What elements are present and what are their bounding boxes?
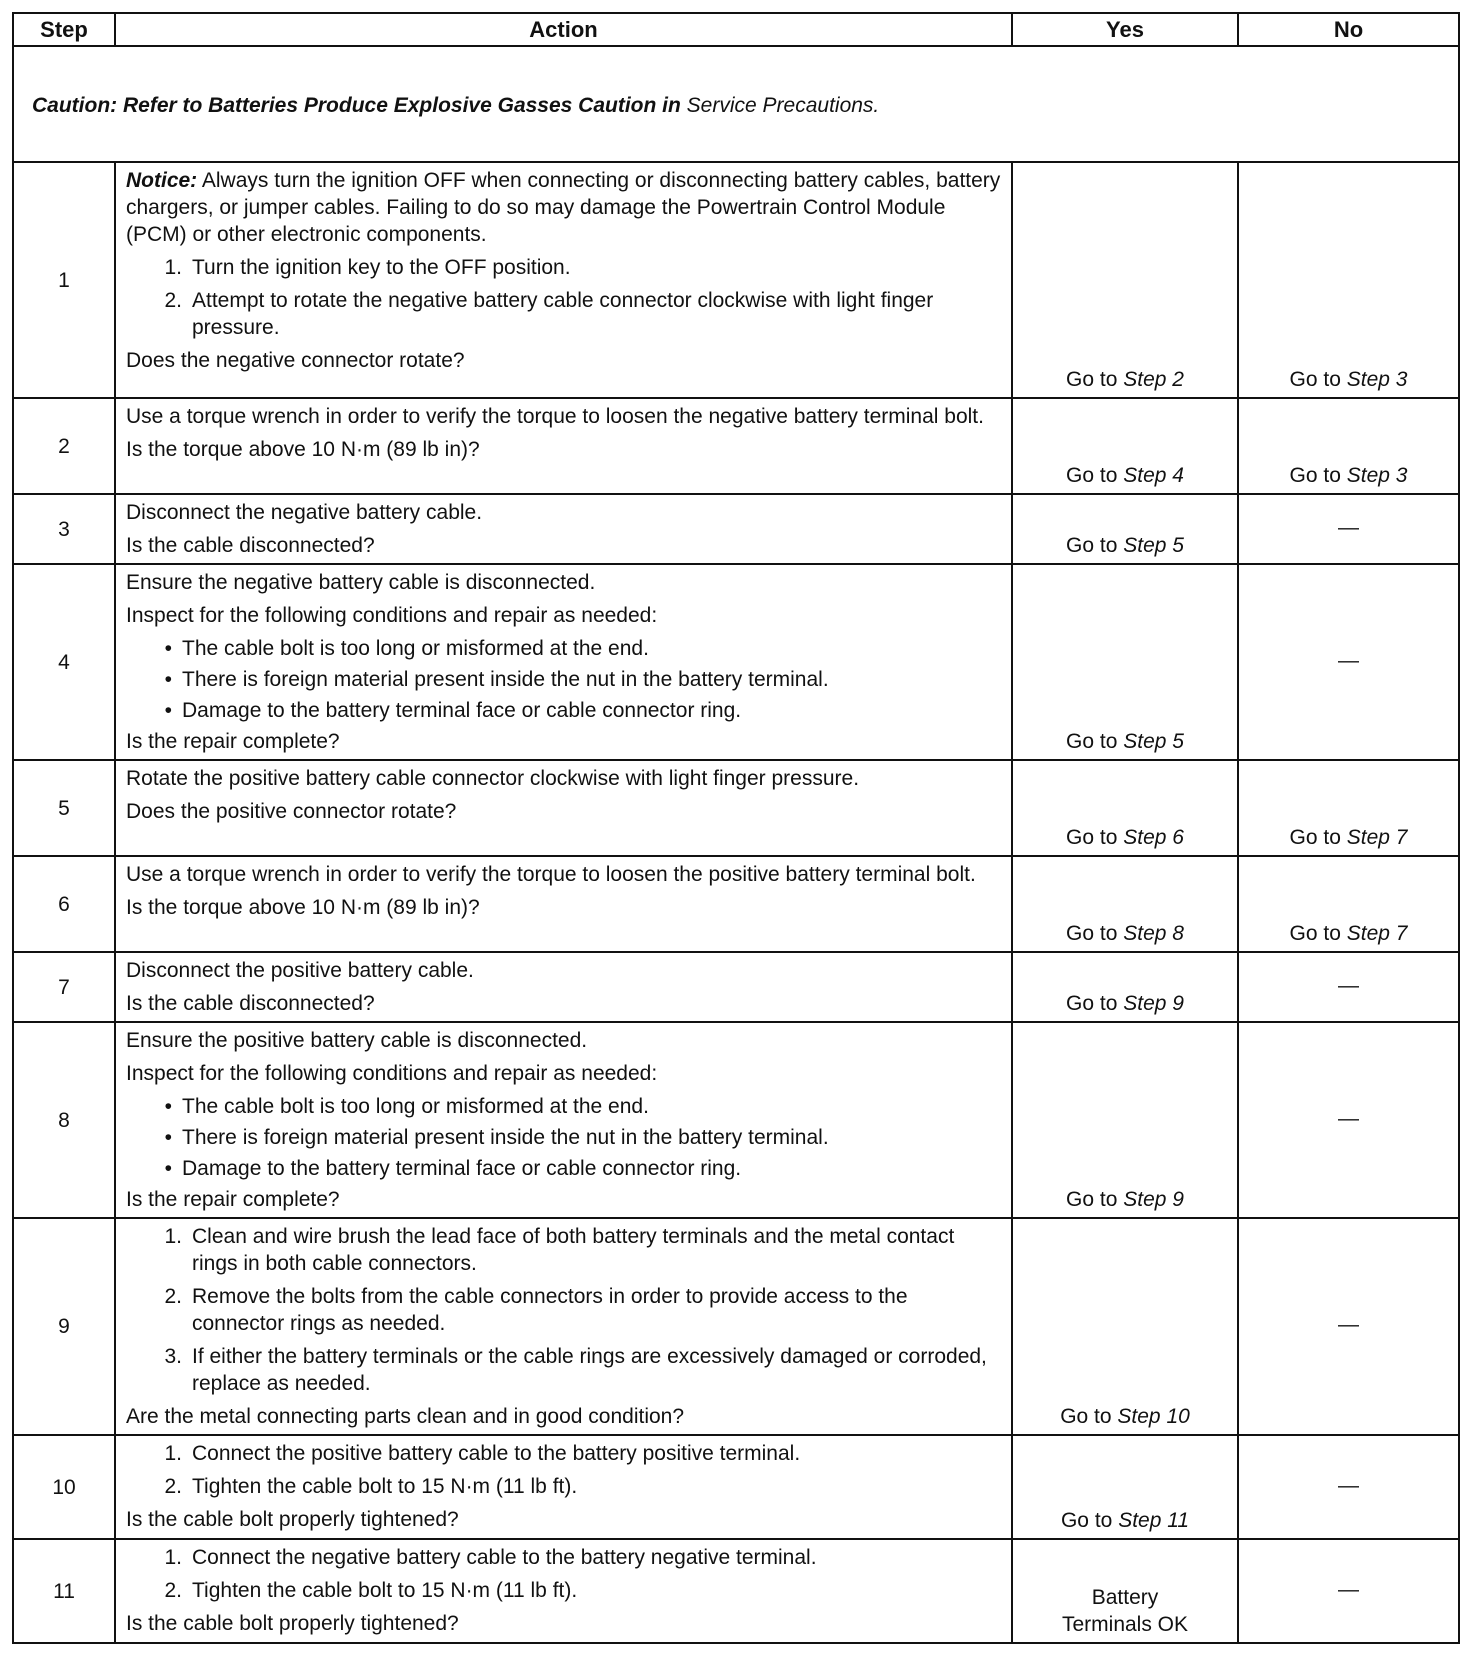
step-action <box>115 1539 1012 1643</box>
no-cell: Go to Step 3 <box>1238 398 1459 494</box>
step-question: Is the cable bolt properly tightened? <box>126 1612 459 1635</box>
diagnostic-table <box>12 12 1460 1644</box>
list-item: 1. Turn the ignition key to the OFF position. <box>164 256 571 279</box>
list-item: • Damage to the battery terminal face or cable connector ring. <box>164 1157 742 1180</box>
table-row <box>13 952 1459 1022</box>
step-number: 7 <box>13 952 115 1022</box>
yes-cell: Go to Step 11 <box>1012 1435 1238 1539</box>
step-action <box>115 1218 1012 1435</box>
no-cell: — <box>1238 1435 1459 1539</box>
caution-label: Caution: Refer to Batteries Produce Explosive Gasses Caution in <box>32 93 681 117</box>
step-question: Is the repair complete? <box>126 730 340 753</box>
yes-cell: Go to Step 8 <box>1012 856 1238 952</box>
step-question: Is the torque above 10 N·m (89 lb in)? <box>126 896 480 919</box>
list-item: • There is foreign material present inside the nut in the battery terminal. <box>164 1126 829 1149</box>
caution-text <box>13 46 1459 162</box>
step-question: Is the cable bolt properly tightened? <box>126 1508 459 1531</box>
step-link[interactable]: Step 10 <box>1117 1405 1190 1428</box>
no-cell: — <box>1238 952 1459 1022</box>
list-item: • Damage to the battery terminal face or cable connector ring. <box>164 699 742 722</box>
list-item: 3. If either the battery terminals or the cable rings are excessively damaged or corroded, replace as needed. <box>164 1345 987 1395</box>
no-cell: — <box>1238 1539 1459 1643</box>
table-row <box>13 1435 1459 1539</box>
diagnostic-table-page <box>12 12 1460 1644</box>
step-question: Does the positive connector rotate? <box>126 800 457 823</box>
yes-cell: Go to Step 5 <box>1012 564 1238 760</box>
no-cell: Go to Step 7 <box>1238 760 1459 856</box>
table-row <box>13 564 1459 760</box>
yes-cell: Go to Step 10 <box>1012 1218 1238 1435</box>
yes-cell: Go to Step 2 <box>1012 162 1238 398</box>
step-number: 2 <box>13 398 115 494</box>
yes-cell: Go to Step 9 <box>1012 952 1238 1022</box>
step-link[interactable]: Step 7 <box>1346 826 1408 849</box>
list-item: 2. Remove the bolts from the cable connectors in order to provide access to the connector rings as needed. <box>164 1285 908 1335</box>
step-question: Are the metal connecting parts clean and in good condition? <box>126 1405 685 1428</box>
step-action: Ensure the positive battery cable is disconnected. Inspect for the following conditions and repair as needed: • The cable bolt is too long or misformed at the end. • There is foreign material present inside the nut in the battery terminal. • Damage to the battery terminal face or cable connector ring. Is the repair complete? <box>115 1022 1012 1218</box>
step-action: Use a torque wrench in order to verify the torque to loosen the negative battery terminal bolt. Is the torque above 10 N·m (89 lb in)? <box>115 398 1012 494</box>
step-action: Disconnect the positive battery cable. Is the cable disconnected? <box>115 952 1012 1022</box>
step-link[interactable]: Step 5 <box>1123 730 1184 753</box>
step-action: Disconnect the negative battery cable. Is the cable disconnected? <box>115 494 1012 564</box>
table-row <box>13 494 1459 564</box>
step-question: Is the repair complete? <box>126 1188 340 1211</box>
notice <box>126 167 1003 248</box>
step-link[interactable]: Step 3 <box>1346 464 1408 487</box>
no-cell: Go to Step 7 <box>1238 856 1459 952</box>
list-item: 2. Tighten the cable bolt to 15 N·m (11 lb ft). <box>164 1579 578 1602</box>
header-step: Step <box>13 13 115 46</box>
header-row <box>13 13 1459 46</box>
yes-cell: Go to Step 5 <box>1012 494 1238 564</box>
step-action <box>115 1435 1012 1539</box>
list-item: 1. Connect the positive battery cable to the battery positive terminal. <box>164 1442 801 1465</box>
notice-text: Always turn the ignition OFF when connecting or disconnecting battery cables, battery chargers, or jumper cables. Failing to do so may damage the Powertrain Control Module (PCM) or other electronic components. <box>126 169 1001 246</box>
table-row <box>13 856 1459 952</box>
step-number: 5 <box>13 760 115 856</box>
yes-cell: Go to Step 4 <box>1012 398 1238 494</box>
step-link[interactable]: Step 7 <box>1346 922 1408 945</box>
table-row <box>13 398 1459 494</box>
table-row <box>13 1218 1459 1435</box>
step-link[interactable]: Step 6 <box>1123 826 1184 849</box>
table-row <box>13 162 1459 398</box>
caution-row <box>13 46 1459 162</box>
step-action: Use a torque wrench in order to verify the torque to loosen the positive battery terminal bolt. Is the torque above 10 N·m (89 lb in)? <box>115 856 1012 952</box>
list-item: 2. Tighten the cable bolt to 15 N·m (11 lb ft). <box>164 1475 578 1498</box>
step-link[interactable]: Step 9 <box>1123 1188 1184 1211</box>
step-action: Rotate the positive battery cable connector clockwise with light finger pressure. Does the positive connector rotate? <box>115 760 1012 856</box>
no-cell: — <box>1238 1218 1459 1435</box>
list-item: • The cable bolt is too long or misformed at the end. <box>164 637 649 660</box>
step-link[interactable]: Step 9 <box>1123 992 1184 1015</box>
caution-reference: Service Precautions. <box>686 93 880 117</box>
step-number: 8 <box>13 1022 115 1218</box>
no-cell: Go to Step 3 <box>1238 162 1459 398</box>
step-number: 3 <box>13 494 115 564</box>
step-link[interactable]: Step 3 <box>1346 368 1408 391</box>
header-action: Action <box>115 13 1012 46</box>
step-number: 4 <box>13 564 115 760</box>
step-question: Is the cable disconnected? <box>126 992 375 1015</box>
table-row <box>13 760 1459 856</box>
step-question: Does the negative connector rotate? <box>126 349 465 372</box>
list-item: 2. Attempt to rotate the negative battery cable connector clockwise with light finger pressure. <box>164 289 934 339</box>
step-number: 1 <box>13 162 115 398</box>
step-link[interactable]: Step 5 <box>1123 534 1184 557</box>
step-link[interactable]: Step 8 <box>1123 922 1184 945</box>
step-link[interactable]: Step 11 <box>1118 1509 1190 1532</box>
table-row <box>13 1539 1459 1643</box>
step-link[interactable]: Step 4 <box>1123 464 1184 487</box>
step-action: Ensure the negative battery cable is disconnected. Inspect for the following conditions and repair as needed: • The cable bolt is too long or misformed at the end. • There is foreign material present inside the nut in the battery terminal. • Damage to the battery terminal face or cable connector ring. Is the repair complete? <box>115 564 1012 760</box>
step-number: 6 <box>13 856 115 952</box>
step-action <box>115 162 1012 398</box>
step-number: 9 <box>13 1218 115 1435</box>
yes-cell: Battery Terminals OK <box>1012 1539 1238 1643</box>
list-item: 1. Clean and wire brush the lead face of both battery terminals and the metal contact rings in both cable connectors. <box>164 1225 955 1275</box>
list-item: • The cable bolt is too long or misformed at the end. <box>164 1095 649 1118</box>
step-question: Is the torque above 10 N·m (89 lb in)? <box>126 438 480 461</box>
header-no: No <box>1238 13 1459 46</box>
list-item: 1. Connect the negative battery cable to the battery negative terminal. <box>164 1546 817 1569</box>
no-cell: — <box>1238 494 1459 564</box>
step-number: 10 <box>13 1435 115 1539</box>
table-row <box>13 1022 1459 1218</box>
no-cell: — <box>1238 564 1459 760</box>
step-number: 11 <box>13 1539 115 1643</box>
yes-cell: Go to Step 6 <box>1012 760 1238 856</box>
step-link[interactable]: Step 2 <box>1123 368 1184 391</box>
yes-cell: Go to Step 9 <box>1012 1022 1238 1218</box>
notice-label: Notice: <box>126 169 198 192</box>
step-question: Is the cable disconnected? <box>126 534 375 557</box>
list-item: • There is foreign material present inside the nut in the battery terminal. <box>164 668 829 691</box>
no-cell: — <box>1238 1022 1459 1218</box>
header-yes: Yes <box>1012 13 1238 46</box>
